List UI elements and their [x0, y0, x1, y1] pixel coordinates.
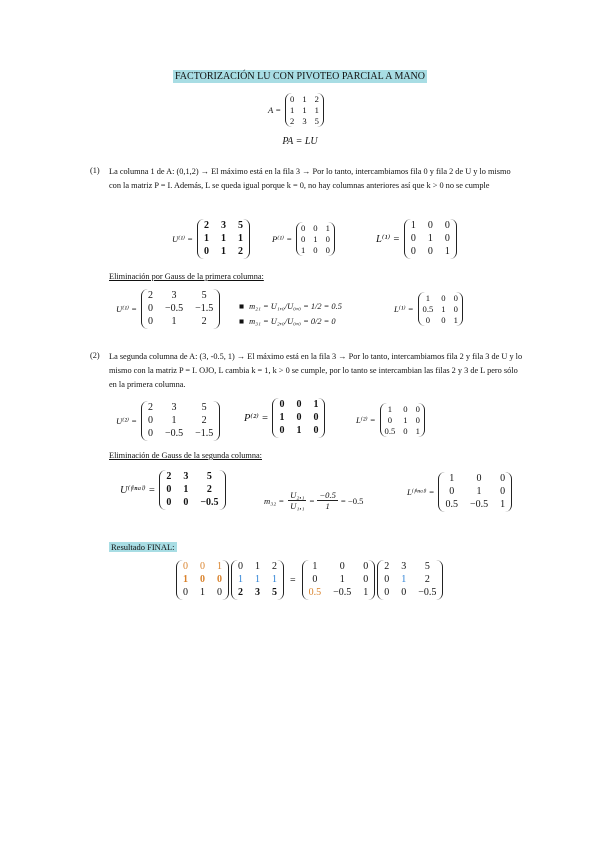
matrix-cell: 1 [255, 574, 260, 585]
matrix-cell: 1 [410, 220, 416, 231]
matrix-cell: 1 [403, 415, 408, 425]
matrix-cell: 0 [363, 574, 369, 585]
matrix-cell: 1 [183, 484, 189, 495]
matrix-cell: 1 [220, 233, 226, 244]
matrix-cell: 2 [384, 561, 390, 572]
matrix-cell: 3 [183, 471, 189, 482]
step2-ufinal-matrix: U⁽ᶠⁱⁿᵃˡ⁾ = 2 3 5 0 1 2 0 0 −0.5 [120, 470, 226, 510]
step2-elim-title: Eliminación de Gauss de la segunda columna: [109, 451, 262, 460]
step1-u-matrix: U⁽¹⁾ = 2 3 5 1 1 1 0 1 2 [172, 219, 250, 259]
matrix-cell: 1 [339, 574, 345, 585]
matrix-cell: 0 [500, 473, 506, 484]
step2-m32-formula: m₃₂ = $\frac{\text{U₂,₁}}{\text{U₁,₁}}$ = $\frac{-0.5}{1}$ = −0.5 [264, 490, 364, 511]
matrix-cell: 1 [441, 304, 446, 314]
matrix-cell: 1 [237, 233, 243, 244]
matrix-cell: 1 [427, 233, 433, 244]
step2-u-matrix: U⁽²⁾ = 2 3 5 0 1 2 0 −0.5 −1.5 [116, 401, 220, 441]
matrix-cell: 0 [339, 561, 345, 572]
matrix-cell: −1.5 [195, 428, 214, 439]
page-title: FACTORIZACIÓN LU CON PIVOTEO PARCIAL A MANO [174, 71, 426, 82]
matrix-cell: 0.5 [422, 304, 434, 314]
matrix-cell: 1 [425, 293, 431, 303]
matrix-cell: −0.5 [200, 497, 219, 508]
final-label: Resultado FINAL: [111, 542, 175, 552]
matrix-cell: 5 [201, 402, 207, 413]
matrix-cell: 0 [203, 246, 209, 257]
matrix-cell: 5 [237, 220, 243, 231]
step2-lfinal-matrix: L⁽ᶠⁱⁿᵃˡ⁾ = 1 0 0 0 1 0 0.5 −0.5 1 [407, 472, 512, 512]
matrix-cell: 2 [206, 484, 212, 495]
matrix-cell: 2 [314, 94, 319, 104]
matrix-cell: 2 [147, 402, 153, 413]
matrix-cell: 0 [312, 574, 318, 585]
matrix-cell: 0 [427, 220, 433, 231]
matrix-cell: 0 [363, 561, 369, 572]
matrix-cell: 1 [313, 399, 319, 410]
matrix-cell: 3 [255, 587, 260, 598]
step1-text: La columna 1 de A: (0,1,2) → El máximo está en la fila 3 → Por lo tanto, intercambiamos fila 0 y fila 2 de U y lo mismo con la matriz P = I. Además, L se queda igual porque k = 0, no hay columnas anteriores así que k > 0 no se cumple [109, 167, 511, 190]
matrix-cell: −0.5 [333, 587, 352, 598]
step1-p-grid [296, 222, 335, 256]
matrix-cell: 1 [220, 246, 226, 257]
step1-number: (1) [90, 166, 100, 175]
matrix-cell: 0 [147, 303, 153, 314]
matrix-cell: 0 [238, 561, 243, 572]
matrix-cell: 0 [500, 486, 506, 497]
step1-l-matrix: L⁽¹⁾ = 1 0 0 0 1 0 0 0 1 [376, 219, 457, 259]
step1-p-matrix: P⁽¹⁾ = 0 0 1 0 1 0 1 0 0 [272, 222, 335, 256]
matrix-cell: 1 [325, 223, 330, 233]
matrix-cell: 5 [206, 471, 212, 482]
matrix-cell: 0 [217, 587, 222, 598]
matrix-cell: 5 [201, 290, 207, 301]
final-p-grid [176, 560, 229, 600]
step1-u2-matrix: U⁽¹⁾ = 2 3 5 0 −0.5 −1.5 0 1 2 [116, 289, 220, 329]
matrix-cell: 0 [403, 426, 408, 436]
matrix-cell: 1 [449, 473, 455, 484]
final-equation: 0 0 1 1 0 0 0 1 0 0 1 2 1 1 1 2 3 5 = 1 0 0 0 1 0 0.5 −0.5 1 2 3 5 0 1 2 0 0 −0.5 [176, 560, 443, 600]
step2-number: (2) [90, 351, 100, 360]
matrix-cell: 0 [403, 404, 408, 414]
final-l-grid [302, 560, 376, 600]
matrix-cell: 5 [314, 116, 319, 126]
matrix-cell: 1 [296, 425, 302, 436]
matrix-cell: 0 [147, 316, 153, 327]
matrix-cell: 0 [313, 425, 319, 436]
matrix-cell: 1 [387, 404, 393, 414]
matrix-cell: 0 [147, 428, 153, 439]
matrix-cell: 0 [410, 233, 416, 244]
matrix-cell: 0 [279, 399, 285, 410]
matrix-cell: 0 [200, 561, 205, 572]
matrix-cell: 1 [302, 105, 307, 115]
matrix-cell: 2 [201, 415, 207, 426]
matrix-cell: 2 [203, 220, 209, 231]
matrix-cell: 0 [425, 315, 431, 325]
matrix-cell: 3 [171, 290, 177, 301]
matrix-a: A = 0 1 2 1 1 1 2 3 5 [268, 93, 324, 127]
matrix-cell: 0 [441, 315, 446, 325]
matrix-cell: 1 [500, 499, 506, 510]
matrix-cell: 0 [301, 234, 306, 244]
final-a-grid [231, 560, 284, 600]
matrix-cell: 1 [290, 105, 295, 115]
matrix-cell: 1 [476, 486, 482, 497]
matrix-cell: 0 [166, 484, 172, 495]
matrix-cell: 1 [238, 574, 243, 585]
matrix-cell: 0 [410, 246, 416, 257]
matrix-cell: 0 [449, 486, 455, 497]
step1-u2-grid [141, 289, 220, 329]
matrix-cell: 1 [171, 415, 177, 426]
matrix-cell: 2 [166, 471, 172, 482]
matrix-cell: 0 [325, 234, 330, 244]
matrix-cell: 5 [272, 587, 277, 598]
matrix-cell: 0 [444, 233, 450, 244]
matrix-cell: 3 [171, 402, 177, 413]
matrix-cell: 0 [279, 425, 285, 436]
matrix-cell: 0 [427, 246, 433, 257]
step2-u-grid [141, 401, 220, 441]
matrix-cell: 0 [147, 415, 153, 426]
matrix-cell: 2 [147, 290, 153, 301]
matrix-cell: 1 [444, 246, 450, 257]
step1-l-grid [404, 219, 457, 259]
matrix-cell: 0 [453, 293, 458, 303]
step1-bullet-2: ■ m₃₁ = U₂,₀/U₀,₀ = 0/2 = 0 [239, 317, 336, 326]
matrix-cell: 0 [415, 404, 420, 414]
matrix-cell: 0 [415, 415, 420, 425]
matrix-cell: 0 [453, 304, 458, 314]
matrix-cell: 1 [279, 412, 285, 423]
matrix-a-grid [285, 93, 324, 127]
matrix-cell: 1 [183, 574, 188, 585]
matrix-cell: 0.5 [308, 587, 322, 598]
matrix-cell: 0 [166, 497, 172, 508]
matrix-cell: 1 [415, 426, 420, 436]
matrix-cell: 0 [290, 94, 295, 104]
matrix-cell: 0 [444, 220, 450, 231]
matrix-cell: 0 [217, 574, 222, 585]
matrix-cell: 0 [313, 245, 318, 255]
matrix-cell: 5 [424, 561, 430, 572]
matrix-cell: 2 [237, 246, 243, 257]
step1-elim-title: Eliminación por Gauss de la primera columna: [109, 272, 264, 281]
matrix-cell: 2 [424, 574, 430, 585]
matrix-cell: 0 [301, 223, 306, 233]
matrix-cell: 1 [453, 315, 458, 325]
matrix-cell: 2 [238, 587, 243, 598]
matrix-cell: 1 [203, 233, 209, 244]
matrix-cell: 1 [171, 316, 177, 327]
step2-l-grid [380, 403, 425, 437]
matrix-cell: 1 [312, 561, 318, 572]
matrix-cell: −0.5 [164, 428, 184, 439]
matrix-cell: 1 [217, 561, 222, 572]
matrix-cell: 0 [401, 587, 407, 598]
matrix-cell: −0.5 [164, 303, 184, 314]
matrix-cell: 0 [476, 473, 482, 484]
m32-fraction-1: $\frac{\text{U₂,₁}}{\text{U₁,₁}}$ [290, 490, 305, 511]
matrix-cell: 0 [200, 574, 205, 585]
matrix-cell: 0 [183, 587, 188, 598]
matrix-cell: 0 [325, 245, 330, 255]
matrix-cell: 0 [296, 412, 302, 423]
matrix-cell: 0.5 [384, 426, 396, 436]
matrix-cell: 1 [313, 234, 318, 244]
matrix-cell: 0 [296, 399, 302, 410]
step2-l-matrix: L⁽²⁾ = 1 0 0 0 1 0 0.5 0 1 [356, 403, 425, 437]
matrix-cell: 0 [441, 293, 446, 303]
matrix-cell: 3 [220, 220, 226, 231]
matrix-cell: 0 [313, 223, 318, 233]
matrix-cell: 1 [200, 587, 205, 598]
final-u-grid [377, 560, 443, 600]
m32-fraction-2: $\frac{-0.5}{1}$ [319, 490, 336, 511]
matrix-cell: 1 [363, 587, 369, 598]
step1-l2-matrix: L⁽¹⁾ = 1 0 0 0.5 1 0 0 0 1 [394, 292, 463, 326]
matrix-cell: −0.5 [469, 499, 489, 510]
matrix-cell: 3 [302, 116, 307, 126]
matrix-cell: 2 [290, 116, 295, 126]
step1-u-grid [197, 219, 250, 259]
matrix-cell: 1 [301, 245, 306, 255]
step2-p-matrix: P⁽²⁾ = 0 0 1 1 0 0 0 1 0 [244, 398, 325, 438]
step2-lfinal-grid [438, 472, 512, 512]
matrix-cell: −0.5 [418, 587, 437, 598]
step1-l2-grid [418, 292, 463, 326]
matrix-cell: 1 [302, 94, 307, 104]
step2-text: La segunda columna de A: (3, -0.5, 1) → El máximo está en la fila 3 → Por lo tanto, intercambiamos fila 2 y fila 3 de U y lo mismo con la matriz P = I. OJO, L cambia k = 1, k > 0 se cumple, por lo tanto se intercambian las filas 2 y 3 de L pero sólo en la primera columna. [109, 352, 523, 389]
pa-equation: PA = LU [282, 136, 318, 147]
matrix-cell: 0 [384, 587, 390, 598]
matrix-cell: 0 [387, 415, 393, 425]
step2-ufinal-grid [159, 470, 225, 510]
matrix-cell: 0 [183, 561, 188, 572]
matrix-cell: 2 [272, 561, 277, 572]
matrix-cell: 1 [314, 105, 319, 115]
step1-bullet-1: ■ m₂₁ = U₁,₀/U₀,₀ = 1/2 = 0.5 [239, 302, 342, 311]
matrix-cell: 0 [384, 574, 390, 585]
matrix-cell: 1 [401, 574, 407, 585]
matrix-cell: 3 [401, 561, 407, 572]
matrix-cell: 1 [255, 561, 260, 572]
matrix-cell: −1.5 [195, 303, 214, 314]
step2-p-grid [272, 398, 325, 438]
matrix-cell: 0.5 [445, 499, 458, 510]
matrix-cell: 0 [313, 412, 319, 423]
matrix-cell: 2 [201, 316, 207, 327]
matrix-cell: 0 [183, 497, 189, 508]
matrix-cell: 1 [272, 574, 277, 585]
